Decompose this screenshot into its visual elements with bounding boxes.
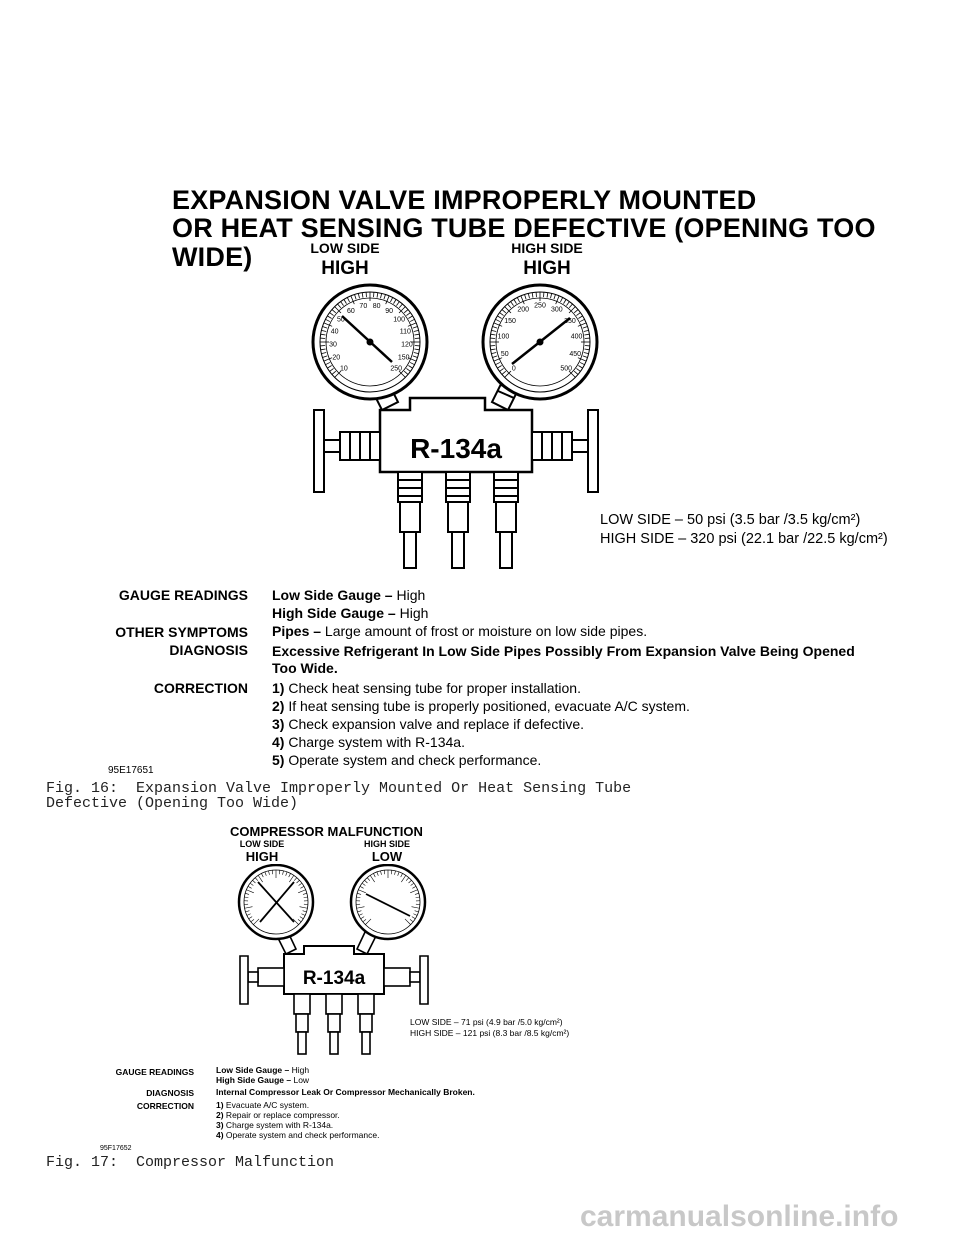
fig16-low-gauge-tick-label: 40: [330, 328, 339, 336]
fig16-high-gauge-tick-label: 450: [569, 350, 582, 358]
fig16-low-gauge-tick-label: 70: [359, 303, 368, 311]
fig16-code: 95E17651: [108, 765, 154, 776]
fig17-diagnosis-text: Internal Compressor Leak Or Compressor Mechanically Broken.: [216, 1087, 475, 1097]
fig16-manifold-illustration: [300, 282, 610, 574]
fig16-diagnosis-line1: Excessive Refrigerant In Low Side Pipes Possibly From Expansion Valve Being Opened: [272, 643, 855, 659]
fig16-low-gauge-tick-label: 120: [401, 341, 413, 349]
fig16-high-side-label: HIGH SIDE: [511, 240, 583, 256]
fig16-correction-2: 2) If heat sensing tube is properly positioned, evacuate A/C system.: [272, 698, 690, 714]
fig16-left-valve: [314, 410, 380, 492]
fig16-low-gauge-tick-label: 150: [397, 354, 410, 362]
fig17-correction-4: 4) Operate system and check performance.: [216, 1130, 380, 1140]
fig16-low-gauge-tick-label: 10: [339, 365, 348, 373]
fig16-correction-5: 5) Operate system and check performance.: [272, 752, 542, 768]
fig16-low-gauge-tick-label: 80: [372, 303, 381, 311]
fig17-high-gauge-row: High Side Gauge – Low: [216, 1075, 310, 1085]
fig17-service-ports: [294, 994, 374, 1054]
fig17-high-gauge: [351, 865, 425, 939]
fig17-diagnosis-header: DIAGNOSIS: [146, 1088, 194, 1098]
fig16-low-gauge-tick-label: 60: [346, 307, 355, 315]
fig16-high-gauge-row: High Side Gauge – High: [272, 605, 429, 621]
fig17-manifold-illustration: [234, 864, 434, 1056]
fig16-high-gauge-tick-label: 250: [534, 302, 546, 310]
fig16-high-gauge-tick-label: 100: [497, 333, 510, 341]
fig17-high-side-label: HIGH SIDE: [363, 839, 410, 849]
fig17-reading-high: HIGH SIDE – 121 psi (8.3 bar /8.5 kg/cm²): [410, 1028, 570, 1038]
fig16-high-gauge-tick-label: 300: [550, 306, 563, 314]
fig16-low-side-label: LOW SIDE: [310, 240, 380, 256]
fig16-high-side-state: HIGH: [523, 258, 571, 279]
fig16-title-line2: OR HEAT SENSING TUBE DEFECTIVE (OPENING TOO WIDE): [172, 213, 876, 272]
fig16-low-side-state: HIGH: [321, 258, 369, 279]
fig17-low-gauge-row: Low Side Gauge – High: [216, 1065, 310, 1075]
fig16-high-gauge-tick-label: 400: [570, 333, 583, 341]
fig16-right-valve: [532, 410, 598, 492]
fig17-low-gauge: [239, 865, 313, 939]
fig16-title-line1: EXPANSION VALVE IMPROPERLY MOUNTED: [172, 185, 757, 215]
fig16-caption-line2: Defective (Opening Too Wide): [46, 795, 299, 812]
fig17-correction-header: CORRECTION: [136, 1101, 194, 1111]
fig17-low-side-state: HIGH: [245, 849, 279, 864]
fig16-high-gauge-tick-label: 350: [564, 317, 576, 325]
fig16-low-gauge-tick-label: 30: [329, 341, 337, 349]
fig16-diagnosis-header: DIAGNOSIS: [169, 642, 248, 658]
fig16-reading-low: LOW SIDE – 50 psi (3.5 bar /3.5 kg/cm²): [600, 512, 861, 528]
fig16-reading-high: HIGH SIDE – 320 psi (22.1 bar /22.5 kg/cm²): [600, 531, 888, 547]
fig16-high-gauge-tick-label: 500: [560, 365, 573, 373]
fig16-low-gauge-tick-label: 90: [385, 307, 394, 315]
fig16-low-gauge-tick-label: 20: [332, 354, 341, 362]
fig16-correction-1: 1) Check heat sensing tube for proper installation.: [272, 680, 581, 696]
fig16-caption-line1: Fig. 16: Expansion Valve Improperly Mounted Or Heat Sensing Tube: [46, 780, 632, 797]
fig17-correction-1: 1) Evacuate A/C system.: [216, 1100, 310, 1110]
fig16-service-ports: [398, 472, 518, 568]
fig16-correction-4: 4) Charge system with R-134a.: [272, 734, 465, 750]
fig16-manifold-label: R-134a: [410, 433, 502, 464]
fig17-gauge-readings-header: GAUGE READINGS: [115, 1067, 194, 1077]
fig16-low-gauge-tick-label: 50: [336, 316, 345, 324]
fig16-pipes-row: Pipes – Large amount of frost or moisture on low side pipes.: [272, 623, 648, 639]
fig16-low-gauge-tick-label: 100: [393, 316, 405, 324]
fig16-low-gauge-tick-label: 250: [390, 365, 403, 373]
watermark: carmanualsonline.info: [580, 1200, 899, 1233]
fig16-high-gauge-tick-label: 200: [517, 306, 530, 314]
fig16-high-gauge-tick-label: 50: [500, 350, 509, 358]
fig16-other-symptoms-header: OTHER SYMPTOMS: [115, 624, 248, 640]
fig17-correction-2: 2) Repair or replace compressor.: [216, 1110, 340, 1120]
fig17-title: COMPRESSOR MALFUNCTION: [230, 824, 423, 839]
fig17-low-side-label: LOW SIDE: [239, 839, 285, 849]
fig16-correction-header: CORRECTION: [153, 680, 248, 696]
fig16-gauge-readings-header: GAUGE READINGS: [118, 587, 248, 603]
fig17-code: 95F17652: [100, 1145, 132, 1152]
fig17-caption: Fig. 17: Compressor Malfunction: [46, 1154, 335, 1171]
fig16-diagnosis-line2: Too Wide.: [272, 660, 338, 676]
fig16-low-gauge-tick-label: 110: [399, 328, 411, 336]
fig17-correction-3: 3) Charge system with R-134a.: [216, 1120, 334, 1130]
fig16-low-gauge-row: Low Side Gauge – High: [272, 587, 426, 603]
fig16-high-gauge-tick-label: 0: [511, 365, 516, 373]
fig17-manifold-label: R-134a: [302, 968, 366, 989]
fig16-high-gauge-tick-label: 150: [504, 317, 516, 325]
fig16-correction-3: 3) Check expansion valve and replace if defective.: [272, 716, 585, 732]
fig17-high-side-state: LOW: [371, 849, 403, 864]
fig17-reading-low: LOW SIDE – 71 psi (4.9 bar /5.0 kg/cm²): [410, 1017, 563, 1027]
